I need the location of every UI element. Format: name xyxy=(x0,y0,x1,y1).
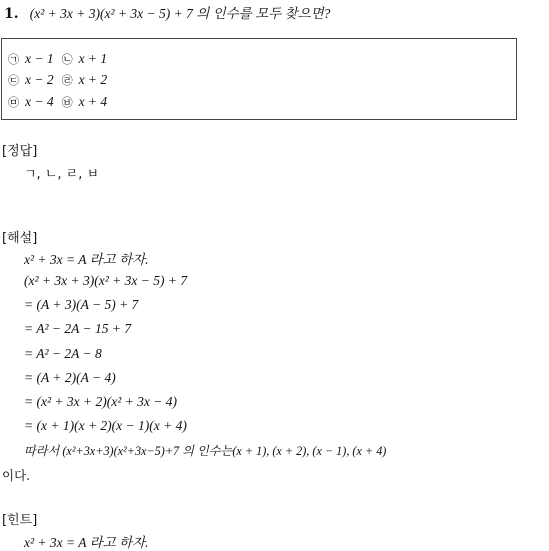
choice-marker-6: ㉥ xyxy=(61,96,73,109)
choice-expr-5: x − 4 xyxy=(24,94,54,109)
choice-expr-3: x − 2 xyxy=(24,72,54,87)
solution-line-9: 따라서 (x²+3x+3)(x²+3x−5)+7 의 인수는(x + 1), (x + 2), (x − 1), (x + 4) xyxy=(24,444,387,458)
solution-label: [해설] xyxy=(2,231,38,246)
choice-expr-4: x + 2 xyxy=(78,72,108,87)
question-number: 1. xyxy=(4,6,19,22)
hint-label: [힌트] xyxy=(2,513,38,528)
choice-expr-1: x − 1 xyxy=(24,51,54,66)
solution-line-5: = A² − 2A − 8 xyxy=(24,346,102,361)
solution-line-1: x² + 3x = A 라고 하자. xyxy=(24,252,149,267)
choice-expr-6: x + 4 xyxy=(78,94,108,109)
choice-marker-4: ㉣ xyxy=(61,74,73,87)
choices-box xyxy=(1,38,517,120)
choice-row-1 xyxy=(8,51,107,67)
hint-line: x² + 3x = A 라고 하자. xyxy=(24,535,149,550)
choice-row-2 xyxy=(8,72,107,88)
solution-line-3: = (A + 3)(A − 5) + 7 xyxy=(24,297,139,312)
answer-value: ㄱ, ㄴ, ㄹ, ㅂ xyxy=(24,167,100,182)
question xyxy=(4,2,330,22)
question-stem: (x² + 3x + 3)(x² + 3x − 5) + 7 의 인수를 모두 찾으면? xyxy=(29,6,331,21)
solution-line-7: = (x² + 3x + 2)(x² + 3x − 4) xyxy=(24,394,177,409)
answer-label: [정답] xyxy=(2,144,38,159)
solution-line-4: = A² − 2A − 15 + 7 xyxy=(24,321,132,336)
choice-marker-3: ㉢ xyxy=(8,74,19,87)
solution-line-8: = (x + 1)(x + 2)(x − 1)(x + 4) xyxy=(24,418,187,433)
choice-row-3 xyxy=(8,94,107,110)
choice-marker-5: ㉤ xyxy=(8,96,19,109)
choice-marker-1: ㉠ xyxy=(8,53,19,66)
solution-line-6: = (A + 2)(A − 4) xyxy=(24,370,116,385)
choice-expr-2: x + 1 xyxy=(78,51,108,66)
solution-line-10: 이다. xyxy=(2,468,31,483)
choice-marker-2: ㉡ xyxy=(61,53,73,66)
solution-line-2: (x² + 3x + 3)(x² + 3x − 5) + 7 xyxy=(24,273,188,288)
